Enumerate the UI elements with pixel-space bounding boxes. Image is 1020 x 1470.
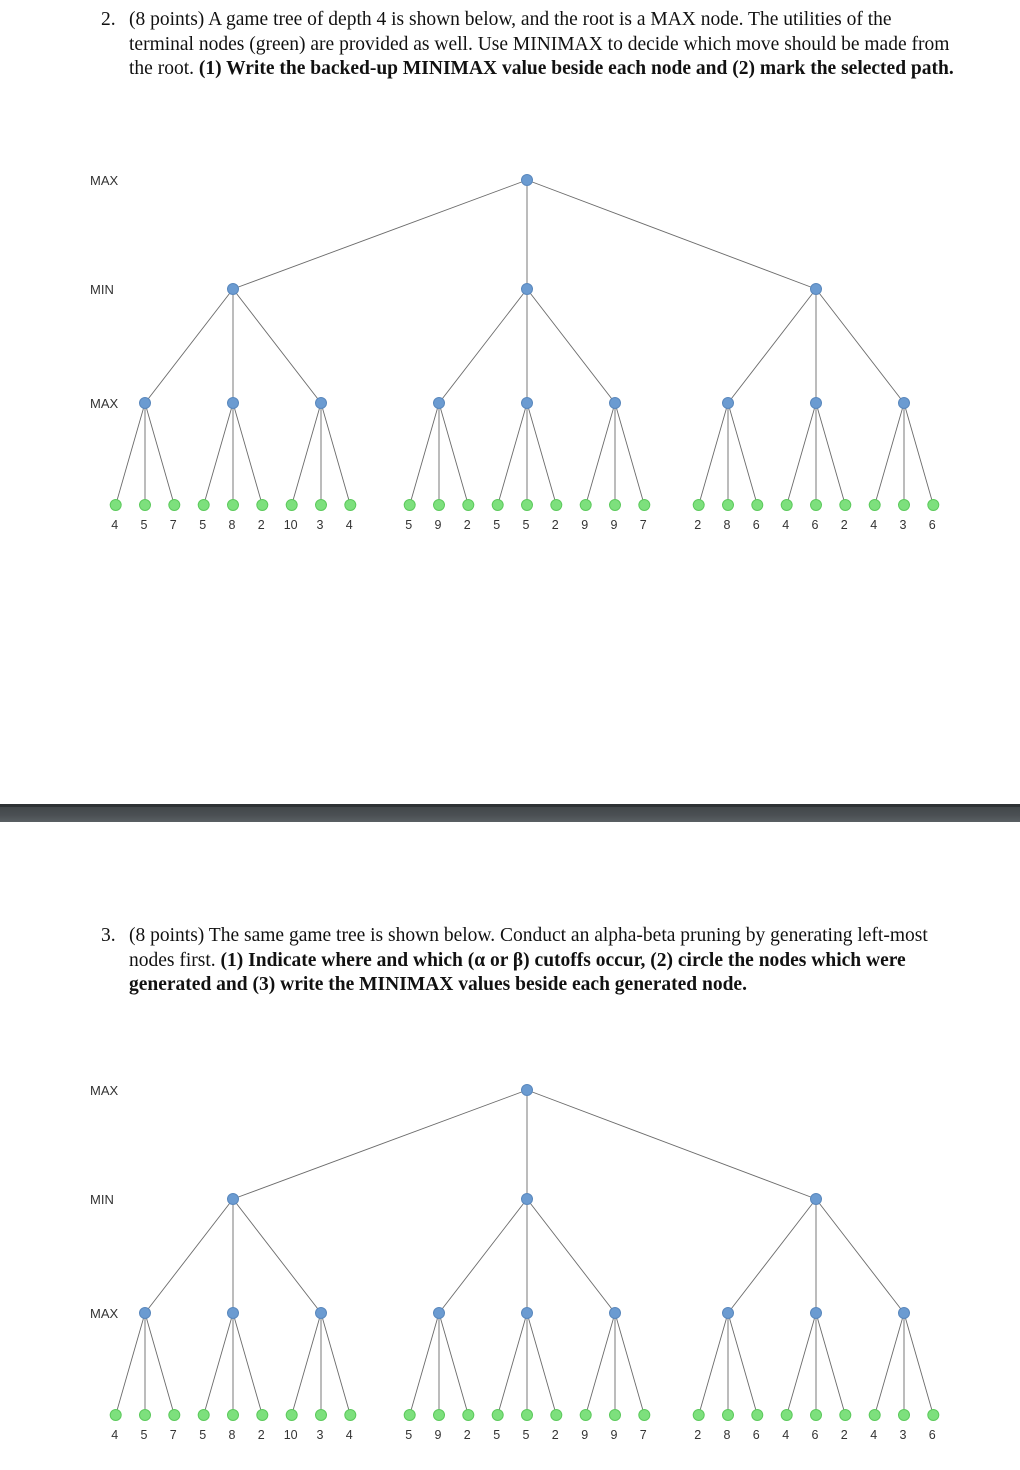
terminal-node (492, 500, 503, 511)
terminal-value: 5 (493, 1428, 501, 1442)
max-node (899, 1308, 910, 1319)
edge (498, 1313, 527, 1415)
terminal-value: 4 (870, 518, 878, 532)
terminal-node (434, 1410, 445, 1421)
terminal-value: 2 (551, 1428, 559, 1442)
nodes (110, 1085, 939, 1421)
edge (292, 1313, 321, 1415)
terminal-node (580, 1410, 591, 1421)
game-tree-svg (0, 160, 1020, 550)
terminal-node (639, 500, 650, 511)
problem-2-description: (8 points) A game tree of depth 4 is shown below, and the root is a MAX node. The utilities of the terminal nodes (green) are provided as well. Use MINIMAX to decide which move should be made from the root. (129, 9, 950, 80)
terminal-value: 7 (639, 518, 647, 532)
terminal-node (286, 500, 297, 511)
terminal-value: 6 (928, 518, 936, 532)
terminal-value: 7 (169, 518, 177, 532)
terminal-value: 7 (639, 1428, 647, 1442)
edge (145, 1199, 233, 1313)
edge (527, 1313, 556, 1415)
min-node (811, 284, 822, 295)
terminal-node (140, 500, 151, 511)
terminal-node (198, 500, 209, 511)
terminal-node (840, 500, 851, 511)
edge (728, 403, 757, 505)
problem-3-number: 3. (101, 925, 116, 946)
edge (875, 403, 904, 505)
edge (816, 403, 845, 505)
terminal-node (781, 500, 792, 511)
terminal-node (580, 500, 591, 511)
terminal-node (928, 500, 939, 511)
edge (527, 403, 556, 505)
terminal-value: 2 (463, 518, 471, 532)
labels (90, 173, 936, 532)
edge (615, 1313, 644, 1415)
terminal-node (551, 500, 562, 511)
problem-3-instructions: (1) Indicate where and which (α or β) cutoffs occur, (2) circle the nodes which were generated and (3) write the MINIMAX values beside each generated node. (129, 949, 906, 996)
terminal-node (316, 1410, 327, 1421)
terminal-value: 8 (228, 1428, 236, 1442)
terminal-node (345, 1410, 356, 1421)
edge (233, 180, 527, 289)
edge (292, 403, 321, 505)
terminal-node (140, 1410, 151, 1421)
edge (615, 403, 644, 505)
edge (410, 1313, 439, 1415)
terminal-value: 9 (610, 1428, 618, 1442)
edge (728, 1313, 757, 1415)
level-label-max: MAX (90, 173, 119, 188)
terminal-node (811, 1410, 822, 1421)
terminal-node (610, 500, 621, 511)
terminal-value: 8 (228, 518, 236, 532)
max-node (723, 398, 734, 409)
max-node (899, 398, 910, 409)
terminal-node (693, 1410, 704, 1421)
page-separator (0, 804, 1020, 822)
max-node (228, 398, 239, 409)
labels (90, 1083, 936, 1442)
edge (787, 403, 816, 505)
terminal-node (316, 500, 327, 511)
terminal-value: 2 (257, 518, 265, 532)
edge (145, 1313, 174, 1415)
max-node (723, 1308, 734, 1319)
terminal-node (899, 500, 910, 511)
terminal-value: 9 (581, 1428, 589, 1442)
edge (439, 1313, 468, 1415)
edge (816, 289, 904, 403)
problem-2-text (129, 8, 961, 82)
terminal-value: 9 (434, 518, 442, 532)
edge (145, 403, 174, 505)
terminal-node (257, 1410, 268, 1421)
problem-3-text (129, 924, 961, 998)
terminal-node (404, 500, 415, 511)
edge (204, 403, 233, 505)
terminal-value: 4 (345, 518, 353, 532)
terminal-node (522, 1410, 533, 1421)
terminal-node (463, 500, 474, 511)
edge (699, 403, 728, 505)
terminal-node (110, 1410, 121, 1421)
terminal-node (869, 1410, 880, 1421)
terminal-value: 5 (140, 518, 148, 532)
terminal-node (928, 1410, 939, 1421)
terminal-value: 9 (610, 518, 618, 532)
edge (527, 1199, 615, 1313)
max-node (522, 398, 533, 409)
game-tree-alpha-beta (0, 1070, 1020, 1460)
terminal-node (169, 1410, 180, 1421)
edge (410, 403, 439, 505)
terminal-value: 2 (551, 518, 559, 532)
terminal-value: 3 (316, 1428, 324, 1442)
terminal-node (198, 1410, 209, 1421)
edge (145, 289, 233, 403)
max-node (434, 398, 445, 409)
terminal-value: 10 (283, 1428, 298, 1442)
terminal-value: 2 (463, 1428, 471, 1442)
game-tree-svg (0, 1070, 1020, 1460)
terminal-value: 4 (345, 1428, 353, 1442)
edge (527, 289, 615, 403)
level-label-max: MAX (90, 1083, 119, 1098)
terminal-node (811, 500, 822, 511)
terminal-node (522, 500, 533, 511)
terminal-node (492, 1410, 503, 1421)
terminal-value: 2 (694, 1428, 702, 1442)
edge (233, 1199, 321, 1313)
terminal-value: 5 (405, 1428, 413, 1442)
terminal-value: 6 (928, 1428, 936, 1442)
terminal-node (463, 1410, 474, 1421)
terminal-node (434, 500, 445, 511)
terminal-value: 7 (169, 1428, 177, 1442)
edges (116, 180, 934, 505)
edge (439, 1199, 527, 1313)
terminal-value: 5 (493, 518, 501, 532)
terminal-node (639, 1410, 650, 1421)
edges (116, 1090, 934, 1415)
terminal-node (752, 1410, 763, 1421)
terminal-value: 8 (723, 518, 731, 532)
max-node (228, 1308, 239, 1319)
terminal-value: 2 (257, 1428, 265, 1442)
game-tree-minimax (0, 160, 1020, 550)
terminal-value: 2 (694, 518, 702, 532)
terminal-node (257, 500, 268, 511)
terminal-value: 5 (140, 1428, 148, 1442)
min-node (522, 1194, 533, 1205)
terminal-value: 4 (111, 518, 119, 532)
terminal-value: 4 (111, 1428, 119, 1442)
terminal-value: 6 (811, 1428, 819, 1442)
edge (816, 1313, 845, 1415)
terminal-value: 5 (199, 1428, 207, 1442)
terminal-value: 5 (405, 518, 413, 532)
min-node (811, 1194, 822, 1205)
terminal-node (169, 500, 180, 511)
terminal-node (345, 500, 356, 511)
terminal-value: 3 (899, 1428, 907, 1442)
edge (439, 403, 468, 505)
edge (904, 403, 933, 505)
problem-2 (101, 8, 961, 82)
terminal-node (404, 1410, 415, 1421)
terminal-value: 6 (752, 1428, 760, 1442)
terminal-node (840, 1410, 851, 1421)
edge (233, 403, 262, 505)
terminal-value: 6 (811, 518, 819, 532)
terminal-value: 5 (522, 518, 530, 532)
problem-2-number: 2. (101, 9, 116, 30)
terminal-value: 8 (723, 1428, 731, 1442)
edge (116, 403, 145, 505)
edge (875, 1313, 904, 1415)
terminal-node (228, 1410, 239, 1421)
root-node (522, 175, 533, 186)
terminal-node (899, 1410, 910, 1421)
min-node (228, 1194, 239, 1205)
terminal-value: 2 (840, 1428, 848, 1442)
terminal-node (228, 500, 239, 511)
edge (233, 1090, 527, 1199)
min-node (522, 284, 533, 295)
max-node (316, 1308, 327, 1319)
max-node (610, 398, 621, 409)
terminal-node (723, 500, 734, 511)
problem-3-description: (8 points) The same game tree is shown below. Conduct an alpha-beta pruning by generating left-most nodes first. (129, 925, 928, 971)
terminal-value: 9 (581, 518, 589, 532)
root-node (522, 1085, 533, 1096)
max-node (316, 398, 327, 409)
edge (204, 1313, 233, 1415)
edge (904, 1313, 933, 1415)
problem-3 (101, 924, 961, 998)
edge (527, 180, 816, 289)
terminal-value: 6 (752, 518, 760, 532)
edge (321, 1313, 350, 1415)
terminal-value: 3 (899, 518, 907, 532)
terminal-value: 10 (283, 518, 298, 532)
nodes (110, 175, 939, 511)
edge (498, 403, 527, 505)
edge (527, 1090, 816, 1199)
edge (728, 1199, 816, 1313)
level-label-max: MAX (90, 1306, 119, 1321)
edge (699, 1313, 728, 1415)
terminal-value: 4 (782, 1428, 790, 1442)
edge (439, 289, 527, 403)
min-node (228, 284, 239, 295)
terminal-node (693, 500, 704, 511)
edge (728, 289, 816, 403)
edge (586, 403, 615, 505)
terminal-node (723, 1410, 734, 1421)
terminal-value: 5 (199, 518, 207, 532)
terminal-node (781, 1410, 792, 1421)
terminal-node (286, 1410, 297, 1421)
terminal-node (110, 500, 121, 511)
terminal-value: 9 (434, 1428, 442, 1442)
edge (787, 1313, 816, 1415)
edge (116, 1313, 145, 1415)
terminal-node (551, 1410, 562, 1421)
terminal-value: 5 (522, 1428, 530, 1442)
level-label-max: MAX (90, 396, 119, 411)
max-node (811, 398, 822, 409)
max-node (434, 1308, 445, 1319)
edge (233, 1313, 262, 1415)
terminal-value: 2 (840, 518, 848, 532)
edge (321, 403, 350, 505)
max-node (522, 1308, 533, 1319)
max-node (811, 1308, 822, 1319)
terminal-value: 4 (782, 518, 790, 532)
terminal-node (752, 500, 763, 511)
edge (233, 289, 321, 403)
max-node (140, 1308, 151, 1319)
terminal-value: 4 (870, 1428, 878, 1442)
max-node (610, 1308, 621, 1319)
problem-2-instructions: (1) Write the backed-up MINIMAX value beside each node and (2) mark the selected path. (198, 58, 954, 80)
edge (586, 1313, 615, 1415)
level-label-min: MIN (90, 282, 114, 297)
level-label-min: MIN (90, 1192, 114, 1207)
terminal-value: 3 (316, 518, 324, 532)
terminal-node (869, 500, 880, 511)
terminal-node (610, 1410, 621, 1421)
edge (816, 1199, 904, 1313)
max-node (140, 398, 151, 409)
